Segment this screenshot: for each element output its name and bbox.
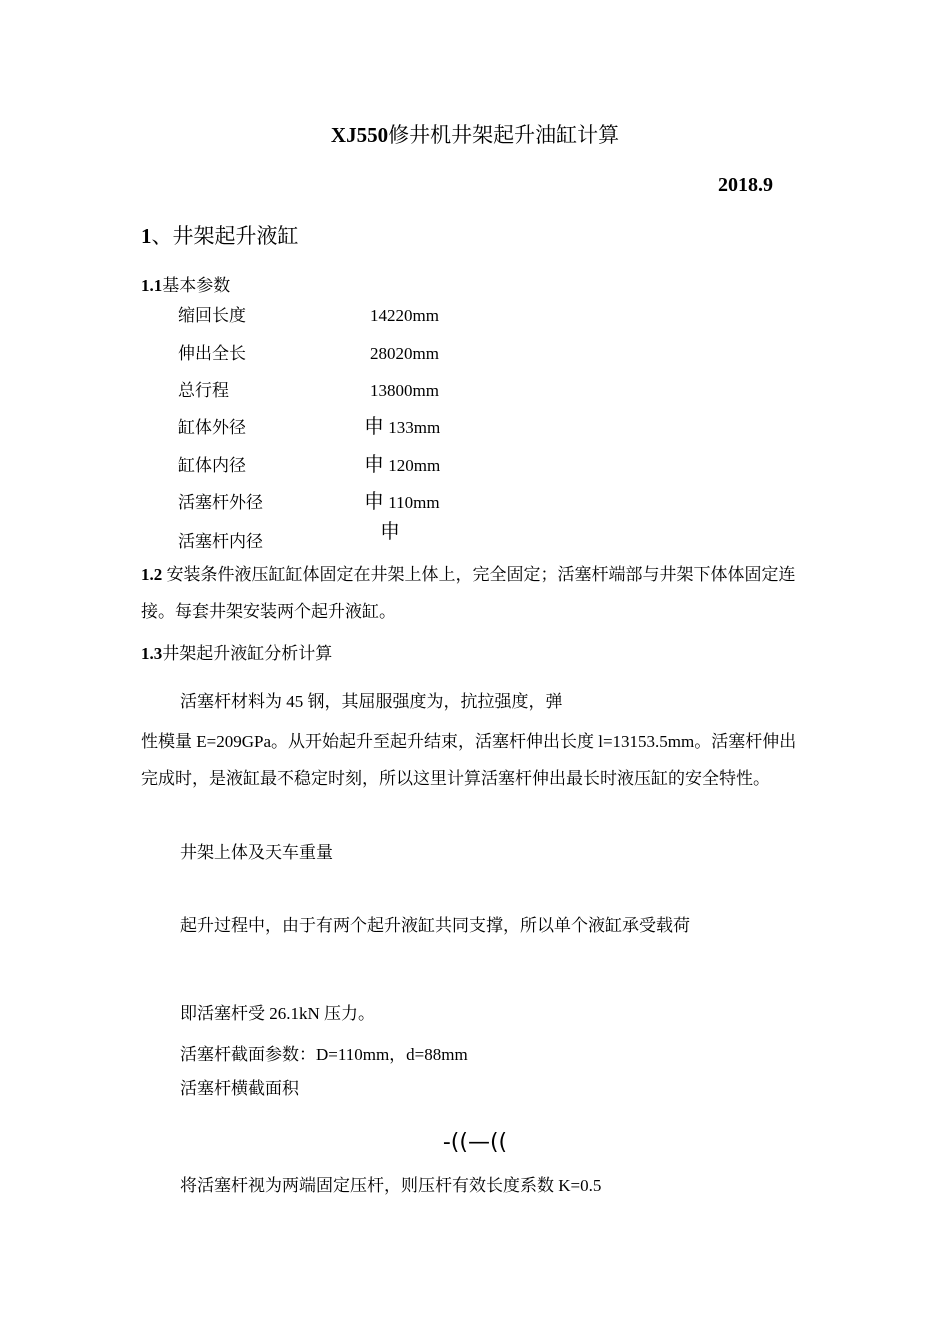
section-1-2-paragraph — [141, 556, 806, 630]
param-value-cylinder-inner-diameter — [364, 453, 440, 478]
phi-symbol: 申 — [364, 454, 384, 476]
param-name-extended-length: 伸出全长 — [178, 344, 246, 363]
param-name-rod-outer-diameter: 活塞杆外径 — [178, 493, 263, 512]
material-line: 活塞杆材料为 45 钢，其屈服强度为，抗拉强度，弹 — [180, 692, 563, 711]
section-1-3-title: 井架起升液缸分析计算 — [162, 644, 333, 663]
page-title — [0, 121, 950, 149]
area-formula: -((—(( — [442, 1130, 508, 1155]
title-text: 修井机井架起升油缸计算 — [388, 123, 620, 147]
param-name-cylinder-outer-diameter: 缸体外径 — [178, 418, 246, 437]
param-value-retracted-length: 14220mm — [370, 306, 439, 325]
param-value-total-stroke: 13800mm — [370, 381, 439, 400]
section-1-1-title: 基本参数 — [162, 276, 231, 295]
section-1-title: 、井架起升液缸 — [151, 224, 299, 248]
param-value-cylinder-outer-diameter — [364, 415, 440, 440]
param-name-retracted-length: 缩回长度 — [178, 306, 246, 325]
section-params-line: 活塞杆截面参数：D=110mm，d=88mm — [180, 1045, 468, 1064]
param-value-rod-inner-diameter — [380, 520, 400, 545]
section-1-2-text: 安装条件液压缸缸体固定在井架上体上，完全固定；活塞杆端部与井架下体体固定连接。每套井架安装两个起升液缸。 — [141, 565, 796, 621]
weight-line: 井架上体及天车重量 — [180, 843, 333, 862]
param-number: 120mm — [388, 456, 441, 475]
phi-symbol: 申 — [364, 416, 384, 438]
section-1-2-number: 1.2 — [141, 565, 163, 584]
section-1-heading — [141, 222, 299, 250]
param-name-rod-inner-diameter: 活塞杆内径 — [178, 532, 263, 551]
pressure-line: 即活塞杆受 26.1kN 压力。 — [180, 1004, 376, 1023]
section-1-1-number: 1.1 — [141, 276, 163, 295]
title-model: XJ550 — [330, 123, 389, 147]
section-1-3-number: 1.3 — [141, 644, 163, 663]
area-line: 活塞杆横截面积 — [180, 1079, 299, 1098]
section-1-3-heading — [141, 642, 332, 666]
section-1-1-heading — [141, 274, 230, 298]
param-name-total-stroke: 总行程 — [178, 381, 229, 400]
param-number: 133mm — [388, 418, 441, 437]
param-value-rod-outer-diameter — [364, 490, 440, 515]
material-paragraph: 性模量 E=209GPa。从开始起升至起升结束，活塞杆伸出长度 l=13153.5mm。活塞杆伸出完成时，是液缸最不稳定时刻，所以这里计算活塞杆伸出最长时液压缸的安全特性。 — [141, 732, 797, 788]
param-number: 110mm — [388, 493, 440, 512]
fixed-rod-line: 将活塞杆视为两端固定压杆，则压杆有效长度系数 K=0.5 — [180, 1176, 602, 1195]
document-date: 2018.9 — [718, 174, 773, 196]
section-1-number: 1 — [141, 224, 152, 248]
phi-symbol: 申 — [364, 491, 384, 513]
param-name-cylinder-inner-diameter: 缸体内径 — [178, 456, 246, 475]
phi-symbol: 申 — [380, 521, 400, 543]
param-value-extended-length: 28020mm — [370, 344, 439, 363]
load-line: 起升过程中，由于有两个起升液缸共同支撑，所以单个液缸承受载荷 — [180, 916, 690, 935]
